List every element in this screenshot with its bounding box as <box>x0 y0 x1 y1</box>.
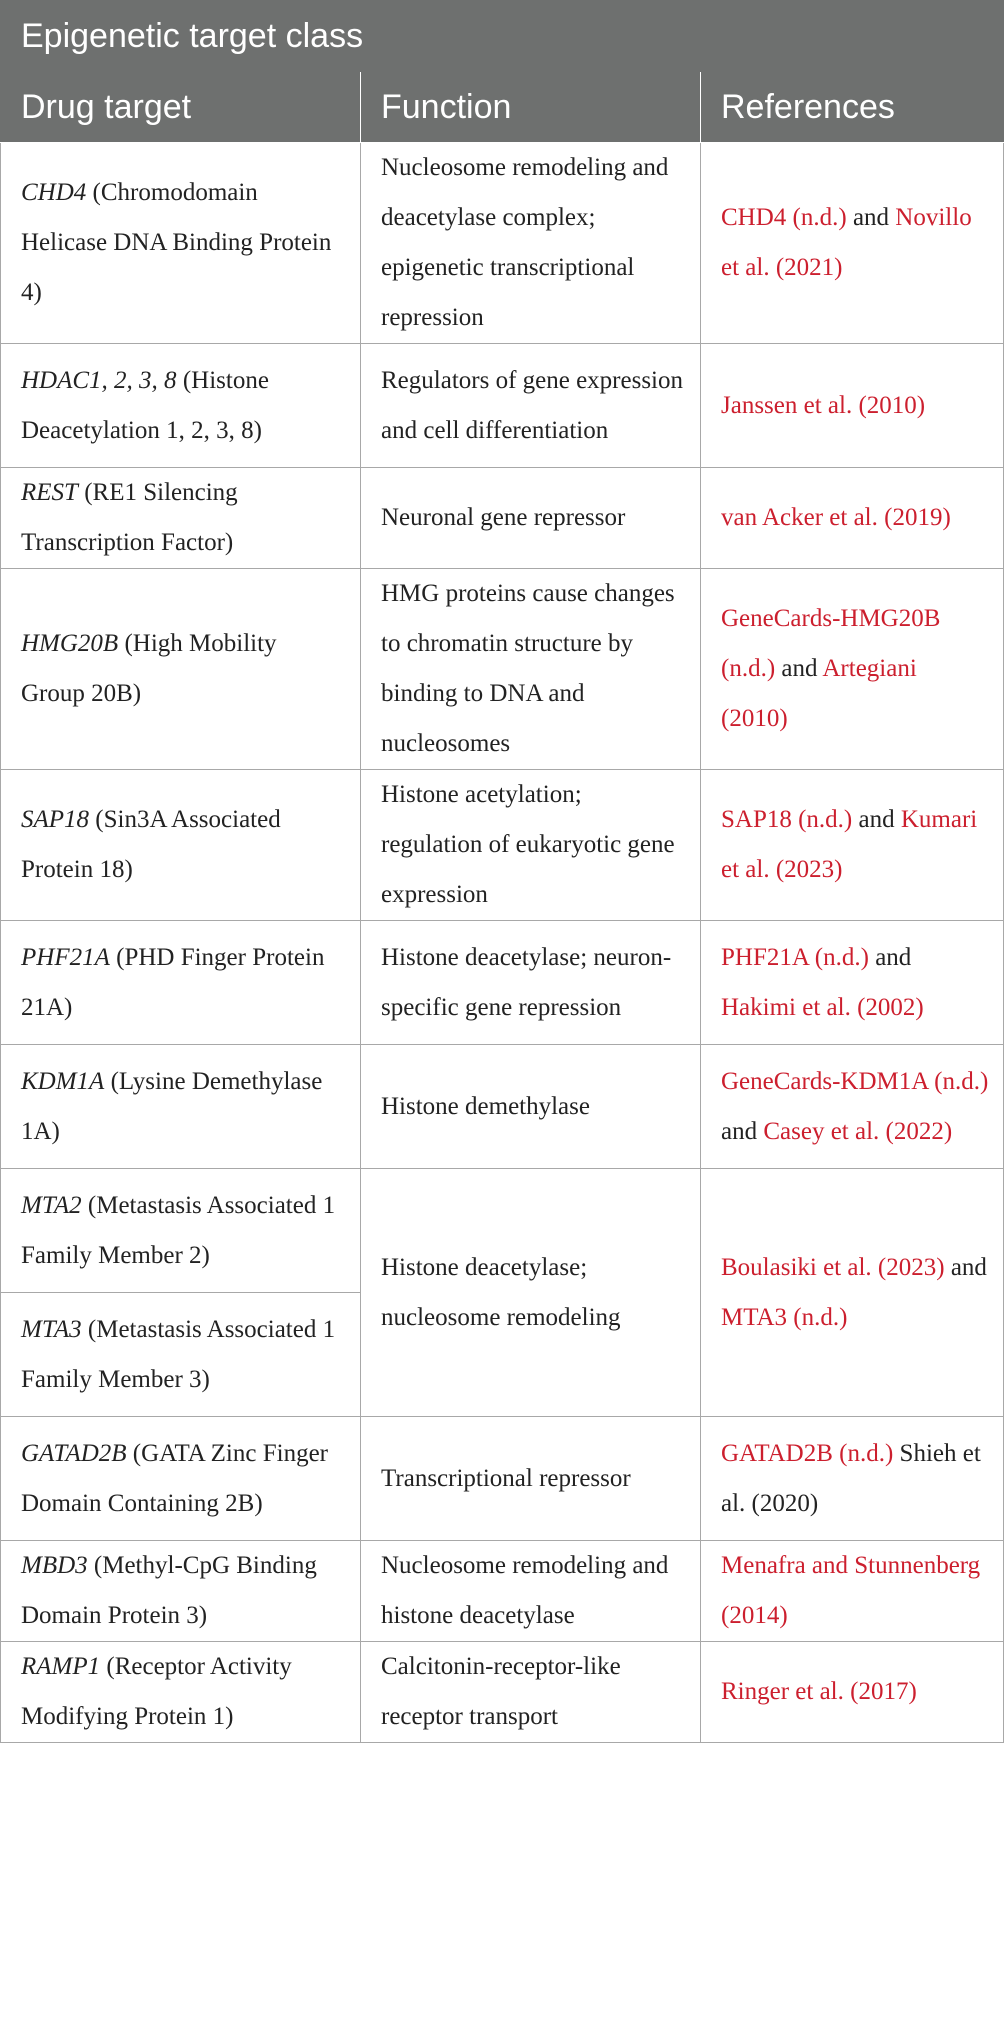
reference-text: and <box>775 655 823 682</box>
drug-target-cell <box>1 1293 361 1417</box>
function-cell: Histone acetylation; regulation of eukaryotic gene expression <box>361 770 701 921</box>
table-row <box>1 770 1004 921</box>
reference-link[interactable]: Novillo et al. (2021) <box>721 204 972 281</box>
header-drug-target: Drug target <box>1 72 361 143</box>
references-cell <box>701 344 1004 468</box>
reference-text: and <box>852 806 901 833</box>
drug-target-cell <box>1 1642 361 1743</box>
table-row <box>1 344 1004 468</box>
reference-link[interactable]: Artegiani (2010) <box>721 655 917 732</box>
references-cell <box>701 770 1004 921</box>
reference-link[interactable]: GeneCards-KDM1A (n.d.) <box>721 1067 989 1095</box>
function-cell: Neuronal gene repressor <box>361 468 701 569</box>
gene-symbol: CHD4 <box>21 179 87 206</box>
gene-symbol: PHF21A <box>21 943 110 971</box>
drug-target-cell <box>1 468 361 569</box>
drug-target-cell <box>1 770 361 921</box>
gene-symbol: HMG20B <box>21 630 119 657</box>
reference-link[interactable]: MTA3 (n.d.) <box>721 1303 848 1331</box>
reference-link[interactable]: GATAD2B (n.d.) <box>721 1439 894 1467</box>
gene-description: (Lysine Demethylase 1A) <box>21 1067 323 1145</box>
function-cell: Histone deacetylase; neuron-specific gene repression <box>361 921 701 1045</box>
gene-symbol: RAMP1 <box>21 1653 101 1680</box>
reference-link[interactable]: Hakimi et al. (2002) <box>721 993 924 1021</box>
function-cell: Regulators of gene expression and cell differentiation <box>361 344 701 468</box>
drug-target-cell <box>1 344 361 468</box>
gene-description: (Metastasis Associated 1 Family Member 3) <box>21 1315 336 1393</box>
references-cell <box>701 468 1004 569</box>
gene-symbol: MTA2 <box>21 1191 82 1219</box>
drug-target-cell <box>1 921 361 1045</box>
references-cell <box>701 1045 1004 1169</box>
references-cell <box>701 1541 1004 1642</box>
table-row <box>1 921 1004 1045</box>
gene-description: (Receptor Activity Modifying Protein 1) <box>21 1653 292 1730</box>
gene-description: (Histone Deacetylation 1, 2, 3, 8) <box>21 366 269 444</box>
drug-target-cell <box>1 143 361 344</box>
table-caption-row <box>1 1 1004 72</box>
reference-link[interactable]: CHD4 (n.d.) <box>721 204 847 231</box>
table-body <box>1 143 1004 1743</box>
reference-link[interactable]: PHF21A (n.d.) <box>721 943 869 971</box>
drug-target-cell <box>1 1541 361 1642</box>
gene-symbol: KDM1A <box>21 1067 105 1095</box>
table-caption: Epigenetic target class <box>1 1 1004 72</box>
gene-symbol: MTA3 <box>21 1315 82 1343</box>
gene-description: (RE1 Silencing Transcription Factor) <box>21 479 238 556</box>
function-cell: HMG proteins cause changes to chromatin structure by binding to DNA and nucleosomes <box>361 569 701 770</box>
header-row <box>1 72 1004 143</box>
table-row <box>1 143 1004 344</box>
gene-symbol: MBD3 <box>21 1552 88 1579</box>
references-cell <box>701 1642 1004 1743</box>
gene-symbol: HDAC1, 2, 3, 8 <box>21 366 177 394</box>
reference-link[interactable]: Janssen et al. (2010) <box>721 391 926 419</box>
reference-link[interactable]: Boulasiki et al. (2023) <box>721 1253 945 1281</box>
drug-target-cell <box>1 569 361 770</box>
references-cell <box>701 1417 1004 1541</box>
function-cell: Nucleosome remodeling and histone deacetylase <box>361 1541 701 1642</box>
references-cell <box>701 143 1004 344</box>
table-row <box>1 1642 1004 1743</box>
reference-link[interactable]: SAP18 (n.d.) <box>721 806 853 833</box>
table-row <box>1 468 1004 569</box>
function-cell: Transcriptional repressor <box>361 1417 701 1541</box>
gene-symbol: REST <box>21 479 78 506</box>
gene-description: (Sin3A Associated Protein 18) <box>21 806 281 883</box>
reference-text: and <box>721 1117 764 1145</box>
reference-link[interactable]: Casey et al. (2022) <box>763 1117 953 1145</box>
reference-text: and <box>846 204 896 231</box>
table-row <box>1 1541 1004 1642</box>
function-cell: Histone deacetylase; nucleosome remodeling <box>361 1169 701 1417</box>
drug-target-cell <box>1 1417 361 1541</box>
gene-description: (GATA Zinc Finger Domain Containing 2B) <box>21 1439 328 1517</box>
header-function: Function <box>361 72 701 143</box>
reference-text: and <box>868 943 912 971</box>
function-cell: Histone demethylase <box>361 1045 701 1169</box>
gene-symbol: GATAD2B <box>21 1439 127 1467</box>
drug-target-cell <box>1 1045 361 1169</box>
gene-description: (Metastasis Associated 1 Family Member 2) <box>21 1191 336 1269</box>
gene-description: (High Mobility Group 20B) <box>21 630 277 707</box>
header-references: References <box>701 72 1004 143</box>
table-row <box>1 1045 1004 1169</box>
function-cell: Nucleosome remodeling and deacetylase complex; epigenetic transcriptional repression <box>361 143 701 344</box>
reference-link[interactable]: GeneCards-HMG20B (n.d.) <box>721 605 941 682</box>
gene-symbol: SAP18 <box>21 806 90 833</box>
reference-text: and <box>944 1253 987 1281</box>
gene-description: (Chromodomain Helicase DNA Binding Protein 4) <box>21 179 332 306</box>
references-cell <box>701 569 1004 770</box>
reference-link[interactable]: van Acker et al. (2019) <box>721 504 951 531</box>
drug-target-cell <box>1 1169 361 1293</box>
function-cell: Calcitonin-receptor-like receptor transport <box>361 1642 701 1743</box>
table-row <box>1 569 1004 770</box>
references-cell <box>701 921 1004 1045</box>
gene-description: (Methyl-CpG Binding Domain Protein 3) <box>21 1552 317 1629</box>
reference-link[interactable]: Menafra and Stunnenberg (2014) <box>721 1552 981 1629</box>
reference-link[interactable]: Ringer et al. (2017) <box>721 1678 917 1705</box>
references-cell <box>701 1169 1004 1417</box>
reference-link[interactable]: Kumari et al. (2023) <box>721 806 978 883</box>
table-row <box>1 1417 1004 1541</box>
gene-description: (PHD Finger Protein 21A) <box>21 943 325 1021</box>
table-row <box>1 1169 1004 1293</box>
reference-text: Shieh et al. (2020) <box>721 1439 981 1517</box>
